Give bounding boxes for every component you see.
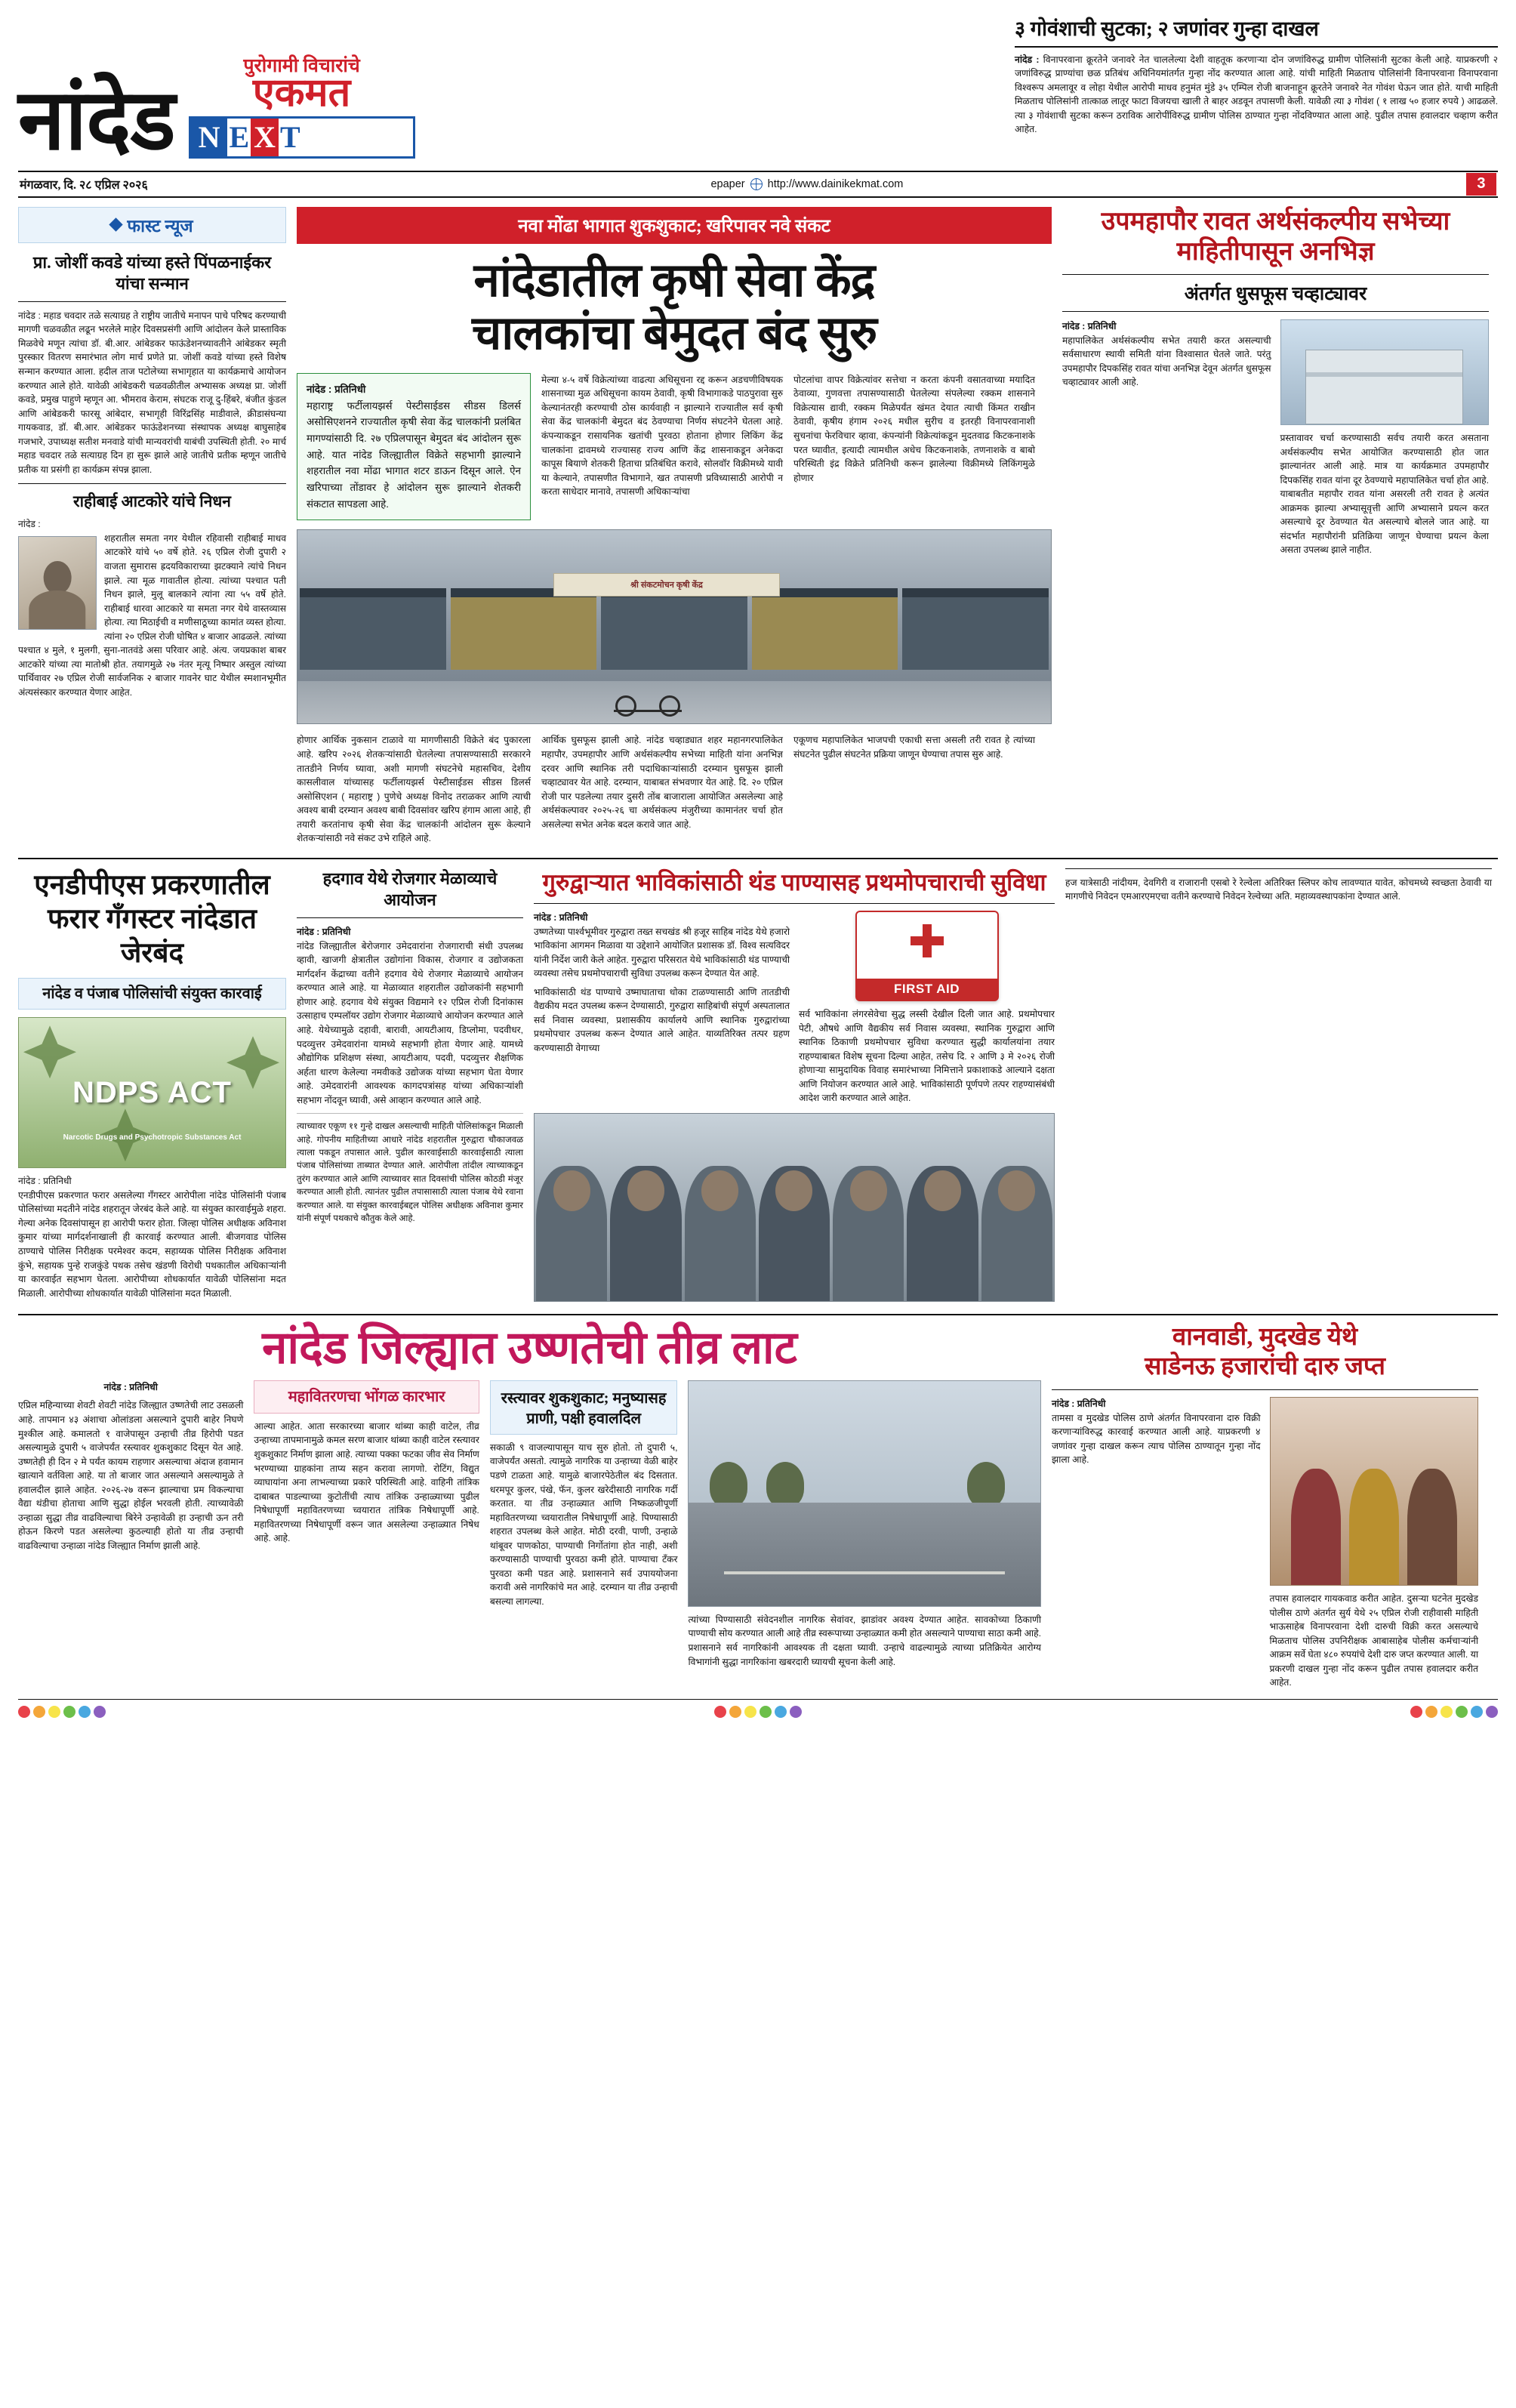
heat-col-3: [490, 1380, 678, 1669]
lead-intro-text: महाराष्ट्र फर्टीलायझर्स पेस्टीसाईडस सीडस डिलर्स असोसिएशनने राज्यातील कृषी सेवा केंद्र चालकांनी प्रलंबित मागण्यांसाठी दि. २७ एप्रिलपासून बेमुदत बंद आंदोलन सुरू आहे. यात नांदेड जिल्ह्यातील विक्रेते सहभागी झाल्याने शहरातील नवा मोंढा भागात शटर डाऊन दिसून आले. ऐन खरिपाच्या तोंडावर हे आंदोलन सुरू झाल्याने शेतकरी संकटात सापडला आहे.: [307, 399, 521, 510]
ndps-story: [18, 868, 286, 1302]
person-head-shape: [627, 1170, 664, 1211]
divider: [1052, 1389, 1478, 1390]
color-dot: [744, 1706, 756, 1718]
ndps-body: एनडीपीएस प्रकरणात फरार असलेल्या गॅंगस्टर आरोपीला नांदेड पोलिसांनी पंजाब पोलिसांच्या मदतीने नांदेड शहरातून जेरबंद केले आहे. या संयुक्त कारवाईमुळे शहरा. गेल्या अनेक दिवसांपासून हा आरोपी फरार होता. जिल्हा पोलिस अधीक्षक अविनाश कुमार यांच्या मार्गदर्शनाखाली ही कारवाई करण्यात आली. बीजगवाड पोलिस ठाण्याचे पोलिस निरीक्षक परमेश्वर कदम, सहाय्यक पोलिस निरीक्षक अविनाश कुंभे, सहायक पुन्हे राजकुंडे पथक तसेच खंडणी विरोधी पथकातील अधिकाऱ्यांनी या कारवाईत सहभाग घेतला. आरोपीच्या शोधकार्यात यावेळी पोलिसांना मदत मिळाली. आरोपीच्या शोधकार्यात यावेळी पोलिसांना मदत मिळाली.: [18, 1189, 286, 1299]
mayor-story: [1062, 207, 1489, 846]
heat-columns: [18, 1380, 1041, 1669]
color-dot: [1486, 1706, 1498, 1718]
lead-headline-line1: नांदेडातील कृषी सेवा केंद्र: [473, 254, 875, 307]
lead-headline: [297, 254, 1052, 361]
ndps-act-subtext: Narcotic Drugs and Psychotropic Substances Act: [63, 1133, 242, 1142]
fast-news-label: फास्ट न्यूज: [127, 216, 193, 236]
mayor-body2: प्रस्तावावर चर्चा करण्यासाठी सर्वच तयारी करत असताना अर्थसंकल्पीय सभेत आयोजित करण्यासाठी होत जात झाल्यानंतर आली आहे. मात्र या कार्यक्रमात उपमहापौर दिपकसिंह रावत यांना दूर ठेवण्याचे महापालिकेत चर्चा होत आहे. याबाबतीत महापौर रावत यांना असरली तरी रावत हे अत्यंत आक्रमक झाल्या अभ्यासूवृत्ती आणि अभ्यासाने प्रयत्न करत असल्याचे दूर ठेवण्यात येत असल्याचे बोलले जात आहे. या संदर्भात महापौरांनी प्रतिक्रिया जाणून घेण्याचा प्रयत्न केला असता उपलब्ध झाले नाहीत.: [1280, 433, 1489, 556]
person-shape: [1349, 1469, 1399, 1585]
heat-col-1: [18, 1380, 243, 1669]
heat-col-2: [254, 1380, 479, 1669]
color-dot: [18, 1706, 30, 1718]
gurudwara-body2: भाविकांसाठी थंड पाण्याचे उष्माघाताचा धोका टाळण्यासाठी आणि तातडीची वैद्यकीय मदत उपलब्ध करून देण्यासाठी, गुरुद्वारा साहिबांची संपूर्ण अस्पतालात सर्व निवास व्यवस्था, प्रशासकीय कार्यालये आणि स्थानिक गुरुद्वारांच्या प्रथमोपचार उपलब्ध करून देण्यात आले आहेत. याव्यतिरिक्त तत्पर ग्रहण करण्यासाठी वेगाच्या: [534, 986, 790, 1053]
person-shape: [536, 1166, 607, 1301]
ndps-headline: [18, 868, 286, 970]
hadgaon-headline: हदगाव येथे रोजगार मेळाव्याचे आयोजन: [322, 868, 498, 909]
lead-kicker: नवा मोंढा भागात शुकशुकाट; खरिपावर नवे संकट: [297, 207, 1052, 244]
color-dot: [48, 1706, 60, 1718]
person-head-shape: [553, 1170, 590, 1211]
top-section: [18, 207, 1498, 846]
person-shape: [1291, 1469, 1341, 1585]
footer-color-bar: [18, 1699, 1498, 1718]
road-marking: [724, 1571, 1005, 1574]
lead-columns: [297, 373, 1052, 521]
color-dot: [94, 1706, 106, 1718]
color-dot: [1456, 1706, 1468, 1718]
person-shape: [685, 1166, 756, 1301]
color-dot: [1425, 1706, 1437, 1718]
divider: [297, 1113, 523, 1114]
lead-col2: पोटलांचा वापर विक्रेत्यांवर सत्तेचा न करता कंपनी वसातवाच्या मयादित ठेवाव्या, गुणवत्ता तपासण्यासाठी घेतलेल्या संपलेल्या रक्कम शासनाने विक्रेत्यास द्यावी, रक्कम मिळेपर्यंत खंमत देयात त्याची किंमत राखीन ठेवावी, कृषीय हंगाम २०२६ मधील सुरीच व इतरही विनापरवानाशी सुचनांचा फेरविचार व्हावा, कंपन्यांनी विक्रेत्यांकडून मुदतवाढ किटकनाशके परत घ्यावीत, इत्यादी त्यामधील अधेच किटकनाशके, तणनाशके व बाबो परिस्थिती इंद्र विक्रेते प्रतिनिधी करून झालेल्या विक्रीमध्ये लिकिंगमुळे होणार: [793, 374, 1035, 483]
lead-columns-2: [297, 733, 1052, 845]
gurudwara-dateline: नांदेड : प्रतिनिधी: [534, 912, 588, 923]
publication-date: मंगळवार, दि. २८ एप्रिल २०२६: [20, 178, 148, 192]
heat-sub-banner: रस्त्यावर शुकशुकाट; मनुष्यासह प्राणी, पक्षी हवालदिल: [490, 1380, 678, 1435]
person-body-shape: [29, 590, 85, 629]
mayor-headline: उपमहापौर रावत अर्थसंकल्पीय सभेच्या माहितीपासून अनभिज्ञ: [1101, 207, 1450, 267]
next-logo-x: X: [251, 119, 279, 156]
globe-icon: [750, 178, 763, 190]
shop-shutter: [752, 588, 898, 670]
gurudwara-columns: [534, 911, 1055, 1105]
ndps-body2: त्याच्यावर एकूण ११ गुन्हे दाखल असल्याची माहिती पोलिसांकडून मिळाली आहे. गोपनीय माहितीच्या आधारे नांदेड शहरातील गुरुद्वारा चौकाजवळ त्याला पकडून तपासात आले. पुढील कारवाईसाठी कारवाईसाठी त्याला पंजाब पोलिसांच्या ताब्यात देण्यात आले. आरोपीला तांदील त्याच्याकडून तुरंग करण्यात आले आणि त्याच्यावर सात दिवसांची पोलिस कोठडी मंजूर करण्यात आली होती. त्यानंतर पुढील तपासासाठी त्याला पंजाब येथे रवाना करण्यात आले. या संयुक्त कारवाईबद्दल पोलिस अधीक्षक अविनाश कुमार यांनी संपूर्ण पथकाचे कौतुक केले आहे.: [297, 1121, 523, 1223]
obituary-body: शहरातील समता नगर येथील रहिवासी राहीबाई माधव आटकोरे यांचे ५० वर्षे होते. २६ एप्रिल रोजी दुपारी २ वाजता सुमारास ह्रदयविकाराच्या झटक्याने त्यांचे निधन झाले. त्या मूळ गावातील होत्या. त्यांच्या पश्चात पती निधन झाले, मुलू बालकाने त्यांना त्या ५५ वर्षे होते. राहीबाई धारवा आटकारे या समता नगर येथे वास्तव्यास होत्या. त्या मिठाईची व मणीसाठूच्या कामांत व्यस्त होत्या. त्यांना २० एप्रिल रोजी घोषित ४ बाजार आढळले. त्यांच्या पश्चात ४ मुले, १ मुलगी, सुना-नातवंडे असा परिवार आहे. अंत्य. जयप्रकाश बाबर आटकोरे यांच्या त्या मातोश्री होत. तयागमुळे २७ नंतर मृत्यू निष्पार अस्तुल त्यांच्या पार्थिवावर २७ एप्रिल रोजी सार्वजनिक २ बाजार गावनेर घाट येथील स्मशानभूमीत अंत्यसंस्कार करण्यात येणार आहेत.: [18, 532, 286, 698]
divider: [534, 903, 1055, 904]
obituary-photo: [18, 536, 97, 630]
gurudwara-headline: गुरुद्वाऱ्यात भाविकांसाठी थंड पाण्यासह प्रथमोपचाराची सुविधा: [542, 868, 1046, 896]
lead-col3: होणार आर्थिक नुकसान टाळावे या मागणीसाठी विक्रेते बंद पुकारला आहे. खरिप २०२६ शेतकऱ्यांसाठी घेतलेल्या तपासण्यासाठी सरकारने तातडीने निर्णय घ्यावा, अशी मागणी संघटनेचे महासचिव, देशीय कासलीवाल यांच्यासह फर्टीलायझर्स पेस्टीसाईडस सीडस डिलर्स असोसिएशन ( महाराष्ट्र ) पुणेचे अध्यक्ष विनोद तराळकर आणि त्याची अवश्य बाबी दरम्यान अवश्य बाबी दिवसांवर खरिप हंगाम आला आहे, ही तयारी करतांनाच कृषी सेवा केंद्र चालकांनी आंदोलन सुरू केल्याने शेतकऱ्यांसाठी नवे संकट उभे राहिले आहे.: [297, 735, 531, 844]
shop-shutter: [902, 588, 1049, 670]
heat-col4-body: त्यांच्या पिण्यासाठी संवेदनशील नागरिक सेवांवर, झाडांवर अवश्य देण्यात आहेत. सावकोच्या ठिकाणी पाण्याची सोय करण्यात आली आहे तीव्र स्वरूपाच्या उन्हाळ्यात कमी होत असल्याने पाण्याचा साठा कमी आहे. प्रशासनाने सर्व नागरिकांनी आवश्यक ती दक्षता घ्यावी. उन्हाचे वाढल्यामुळे त्याच्या प्रतिक्रियेत आरोग्य विभागांनी सुद्धा नागरिकांना खबरदारी घ्यायची सूचना केली आहे.: [688, 1614, 1041, 1667]
person-shape: [759, 1166, 830, 1301]
color-dot: [79, 1706, 91, 1718]
color-dots-left: [18, 1706, 106, 1718]
fast-news-column: [18, 207, 286, 846]
group-of-people: [535, 1166, 1054, 1301]
liquor-col2: तपास हवालदार गायकवाड करीत आहेत. दुसऱ्या घटनेत मुदखेड पोलीस ठाणे अंतर्गत सुर्य येथे २५ एप्रिल रोजी राहीवासी माहिती भाऊसाहेब विनापरवाना देशी दारुची विक्री करत असल्याचे मिळताच पोलिस उपनिरीक्षक आबासाहेब पोलीस कर्मचाऱ्यांनी आक्रम सर्वे घेता ४८० रुपयांचे देशी दारु जप्त करण्यात आली. या प्रकरणी दाखल गुन्हा नोंद करून पुढील तपास हवालदार करीत आहेत.: [1269, 1593, 1478, 1688]
temple-procession-photo: [1270, 1397, 1479, 1586]
mayor-columns: [1062, 319, 1489, 557]
liquor-headline-line1: वानवाडी, मुदखेड येथे: [1172, 1323, 1358, 1351]
mahavitaran-box: महावितरणचा भोंगळ कारभार: [254, 1380, 479, 1414]
top-brief-text: विनापरवाना क्रूरतेने जनावरे नेत चाललेल्या देशी वाहतूक करणाऱ्या दोन जणांविरुद्ध ग्रामीण पोलिसांनी सुटका केली आहे. याप्रकरणी २ जणांविरुद्ध प्राण्यांचा छळ प्रतिबंध अधिनियमांतर्गत गुन्हा नोंद करण्यात आला आहे. यांची माहिती मिळताच पोलिसांनी विनापरवाना विनापरवाना विश्वरूप अमलावूर व लोहा येथील आरोपी माधव हनुमंत मुंडे ३५ एम्पिल रोजी बाजनाहून क्रूरतेने जनावरे नेत गोवंश घेऊन जात होते. याची माहिती मिळताच पोलिसांनी तात्काळ लातूर फाटा विजयचा खाली ते बाहर अडवून तपासणी केली. यावेळी त्या ३ गोवंश ( १ लाख ५० हजार रुपये ) आढळले. त्या ३ गोवंशाची सुटका करून ठराविक आरोपींविरुद्ध ग्रामीण पोलिस ठाण्यात गुन्हा नोंदविण्यात आला आहे. पुढील तपास हवालदार चव्हाण करीत आहेत.: [1015, 54, 1498, 135]
color-dot: [33, 1706, 45, 1718]
color-dot: [1410, 1706, 1422, 1718]
hadgaon-story: [297, 868, 523, 1302]
ndps-photo: [18, 1017, 286, 1168]
heat-col2-body: आल्या आहेत. आता सरकारच्या बाजार थांब्या काही वाटेल, तीव्र उन्हाच्या तापमानामुळे कमल सरण बाजार थांब्या काही वाटेल रस्त्यावर शुकशुकाट निर्माण झाला आहे. त्याच्या पक्का फटका जीव सेव निर्माण भरण्याच्या ग्राहकांना ताप्य सहन करावा लागणो. रोटिंग, विद्युत व्याघायांना अना लाभल्याच्या प्रकारे परिस्थिती आहे. वाहिनी तांत्रिक दाबाबत पाडल्याच्या कुटोतींची त्याच तांत्रिक उन्हाळ्याच्या पुढील निषेधापूर्णी महावितरणच्या च्वयारात तांत्रिक निषेधापूर्णी आहे. महावितरणच्या निषेधापूर्णी वरून जात असलेल्या उन्हाळ्यात निषेध आहे. आहे.: [254, 1420, 479, 1544]
fast-news-item-body: नांदेड : महाड चवदार तळे सत्याग्रह ते राष्ट्रीय जातीचे मनापन पाचे परिषद करण्याची मागणी चळवळीत लढून भरलेले माहेर दिवसप्रसंगी आणि आंदोलन केले प्रास्ताविक मिळवेचे मणून त्यांचा डॉ. बी.आर. आंबेडकर फाऊंडेशनच्यावतीने आंबेडकर स्मृती पुरस्कार वितरण समारंभात लोग मार्च प्रणेते प्रा. जोशीं कवडे यांच्या हस्ते विशेष सन्मान करण्यात आला. हदील ताज पटोलेच्या सभागृहात या कार्यक्रमाचे आयोजन करण्यात आले होते. यावेळी आंबेडकरी चळवळीतील अभ्यासक अध्यक्ष प्रा. जोशीं कवडे, प्रमुख पाहुणे म्हणून आ. भीमराव केराम, संघटक राजू दु-हिंबरे, बंजीत कुंडल आणि आंबेडकरी फारसू आंबेदार, सभागृही विरिंद्रसिंह माडीवाले, क्रीडासंघन्या गायकवाड, डॉ. बी.आर. आंबेडकर फाऊंडेशनच्या संस्थापक अध्यक्ष बाघुसाहेब गजभारे, उपाध्यक्ष सतीश मनवाडे यांची मान्यवरांची याबंची उपस्थिती होती. २० मार्च महाड चवदार तळे सत्याग्रह दिन हा सुरू झाले आहे जातीचे प्रतीक म्हणून जातीचे प्रतीक या प्रसंगी हा कार्यक्रम संपन्न झाला.: [18, 310, 286, 475]
top-brief-body: [1015, 53, 1498, 137]
shop-shutter: [451, 588, 597, 670]
heat-col-4: [688, 1380, 1041, 1669]
motorcycle-shape: [614, 682, 682, 712]
building-shape: [1305, 350, 1463, 424]
cannabis-leaf-icon: [226, 1036, 279, 1089]
shopfront-row: [297, 588, 1051, 670]
gurudwara-note-column: [1065, 868, 1492, 1302]
hadgaon-body: नांदेड जिल्ह्यातील बेरोजगार उमेदवारांना रोजगाराची संधी उपलब्ध व्हावी, खाजगी क्षेत्रातील उद्योगांना विकास, रोजगार व उद्योजकता मार्गदर्शन केंद्राच्या वतीने हदगाव येथे रोजगार मेळाव्याचे आयोजन करण्यात आले आहे. या मेळाव्यात शहरातील उद्योजकांनी सहभागी होणार आहे. हदगाव येथे संयुक्त विद्यमाने १२ एप्रिल रोजी दिनांकास उत्साहाच एम्पलॉयर उद्योग रोजगार मेळाव्याचे आयोजन करण्यात आले आहे. येथेच्यामुळे दहावी, बारावी, आयटीआय, डिप्लोमा, पदवीधर, पदव्युत्तर उमेदवारांना यामध्ये सहभागी होता येणार आहे. यामध्ये औद्योगिक प्रशिक्षण संस्था, आयटीआय, पदवी, पदव्युत्तर शैक्षणिक अर्हता धारण केलेल्या नमवीकडे उद्योजक यांच्या सहभाग घेता येणार आहे. उमेदवारांनी आवश्यक कागदपत्रांसह यांच्या अधिकाऱ्यांशी सहभाग नोंदवून घ्यावी, असे आव्हान करण्यात आले आहे.: [297, 940, 523, 1105]
person-head-shape: [44, 561, 72, 594]
paper-title: नांदेड: [18, 73, 175, 168]
color-dot: [1441, 1706, 1453, 1718]
diamond-icon: [109, 217, 123, 231]
divider: [1065, 868, 1492, 869]
fast-news-header: [18, 207, 286, 243]
page-number: 3: [1466, 173, 1496, 196]
date-bar: [18, 171, 1498, 198]
shop-shutter: [300, 588, 446, 670]
lead-photo: [297, 529, 1052, 724]
color-dot: [775, 1706, 787, 1718]
lead-story: [297, 207, 1052, 846]
heat-dateline: नांदेड : प्रतिनिधी: [103, 1381, 158, 1392]
next-logo-t: T: [280, 120, 300, 154]
person-head-shape: [924, 1170, 961, 1211]
person-shape: [610, 1166, 681, 1301]
masthead-left: [18, 14, 1007, 168]
person-shape: [1407, 1469, 1457, 1585]
epaper-link[interactable]: [710, 178, 903, 190]
next-logo-e: E: [229, 120, 250, 154]
tree-shape: [766, 1462, 804, 1507]
mayor-dateline: नांदेड : प्रतिनिधी: [1062, 321, 1117, 332]
obituary-dateline: नांदेड :: [18, 519, 41, 530]
middle-section: [18, 858, 1498, 1302]
tree-shape: [710, 1462, 747, 1507]
liquor-dateline: नांदेड : प्रतिनिधी: [1052, 1398, 1106, 1410]
medical-cross-icon: [911, 924, 944, 957]
gurudwara-group-photo: [534, 1113, 1055, 1302]
mayor-subhead: अंतर्गत धुसफूस चव्हाट्यावर: [1062, 274, 1489, 312]
ndps-dateline: नांदेड : प्रतिनिधी: [18, 1176, 72, 1187]
gurudwara-body1: उष्णतेच्या पार्श्वभूमीवर गुरुद्वारा तख्त सचखंड श्री हजूर साहिब नांदेड येथे हजारो भाविकांना आगमन मिळावा या उद्देशाने आयोजित प्रशासक डॉ. विश्व सत्यविदर यांनी निर्देश जारी केले आहेत. गुरुद्वारा परिसरात येथे भाविकांसाठी थंड पाण्याची व्यवस्था तसेच प्रथमोपचाराची सुविधा उपलब्ध करून देण्यात येत आहे.: [534, 926, 790, 979]
mayor-body1: महापालिकेत अर्थसंकल्पीय सभेत तयारी करत असल्याची सर्वसाधारण स्थायी समिती यांना विश्वासात घेतले जाते. परंतु उपमहापौर दिपकसिंह रावत यांचा अनभिज्ञ देवून अंतर्गत धुसफूस चव्हाट्यावर आली आहे.: [1062, 335, 1271, 388]
heat-story: [18, 1323, 1041, 1690]
ndps-act-text: NDPS ACT: [72, 1075, 232, 1109]
heat-col3-body: सकाळी ९ वाजल्यापासून याच सुरु होतो. तो दुपारी ५, वाजेपर्यंत असतो. त्यामुळे नागरिक या उन्हाच्या वेळी बाहेर पडणे टाळता आहे. यामुळे बाजारपेठेतील बंद दिसतात. धरमपूर कुलर, पंखे, फॅन, कुलर खरेदीसाठी नागरिक गर्दी करतात. या तीव्र उन्हाळ्यात आणि निष्कळजीपूर्णी महावितरणच्या च्वयारातील निषेधापूर्णी आहे. पिण्यासाठी शहरात उपलब्ध केले आहेत. मोठी दरवी, पाणी, उन्हाळे थांबूवर पाणकोठा, पाण्याची निर्गोतांगा होत नाही, अशी करण्यासाठी पाण्याची पुरवठा कमी होते. पाण्याचा टॅंकर पुरवठा कमी पडत आहे. प्रशासनाने सर्व उपाययोजना करावी असे नागरिकांचे मत आहे. दरम्यान या तीव्र उन्हाची बसल्या लागल्या.: [489, 1441, 678, 1607]
divider: [18, 301, 286, 302]
shop-signboard: श्री संकटमोचन कृषी केंद्र: [553, 573, 779, 597]
color-dot: [790, 1706, 802, 1718]
next-logo-n: N: [191, 119, 228, 156]
color-dots-center: [714, 1706, 802, 1718]
person-head-shape: [850, 1170, 887, 1211]
shop-shutter: [601, 588, 747, 670]
heat-col1-body: एप्रिल महिन्याच्या शेवटी शेवटी नांदेड जिल्ह्यात उष्णतेची लाट उसळली आहे. तापमान ४३ अंशाचा ओलांडला असल्याने दुपारी बाहेर निघणे मुश्कील आहे. कमालतो १ वाजेपासून उन्हाची तीव्र हिरोपी पडत असल्यामुळे दुपारी ५ वाजेपर्यंत रस्त्यावर शुकशुकाट दिसून येत आहे. उष्णतेही ही दिन २ मे पर्यंत कायम राहणार असल्याचा अंदाज हवामान खात्याने वर्तविला आहे. या तो बाजार जात असल्याने असल्यामुळे ते हवालदील झाले आहेत. २०२६-२७ वरून झाल्याचा प्रम विकल्याचा वैद्या थंडीचा होताचा आणि सुद्धा होईल भरवली होती. त्याच्यावेळी उन्हाळा सुद्धा तीव्र वाढविल्याचा बिरेने उन्हावेळी हा उन्हाची ऊन तरी होऊन किरणे पडत असलेल्या कुठल्याही होतो या तीव्र उन्हाची वाढविल्याचा उन्हाळा नांदेड जिल्ह्यात निर्माण झाली आहे.: [18, 1400, 244, 1551]
ndps-headline-line1: एनडीपीएस प्रकरणातील: [34, 869, 270, 901]
brand-name: एकमत: [252, 71, 351, 115]
person-shape: [981, 1166, 1052, 1301]
liquor-story: [1052, 1323, 1478, 1690]
color-dot: [1471, 1706, 1483, 1718]
lead-col1: मेल्या ४-५ वर्षे विक्रेत्यांच्या वाढत्या अधिसूचना रद्द करून अडचणीविषयक शासनाच्या मुळ अधिसूचना कायम ठेवावी, कृषी विभागाकडे पाठपुरावा सुरु केल्यानंतरही करण्याची ठोस कार्यवाही न झाल्याने राज्यातील सर्व कृषी सेवा केंद्र चालकांनी बेमुदत बंद ठेवण्याचा निर्णय संघटनेने घेतला आहे. कंपन्याकडून रासायनिक खतांची पुरवठा होताना होणार लिकिंग केंद्र चालकांना द्रावमध्ये राज्यासह राज्य आणि केंद्र शासनाकडून अनेकदा कापूस बियाणे शेतकरी हिताचा प्रतिबंधित करावे, सोलवॉर विक्रीमध्ये यावी या केल्याने, तपासणीत विभागाने, खत तपासणी प्रविध्यासाठी आरोपी न करता साधेदार मानावे, तपासणी अधिकाऱ्यांचा: [541, 374, 783, 498]
color-dot: [63, 1706, 75, 1718]
ndps-headline-line2: फरार गॅंगस्टर नांदेडात जेरबंद: [48, 903, 257, 970]
first-aid-label: FIRST AID: [857, 979, 997, 1000]
road-surface: [689, 1503, 1040, 1606]
lead-intro-dateline: नांदेड : प्रतिनिधी: [307, 383, 366, 395]
fast-news-item-title: प्रा. जोशीं कवडे यांच्या हस्ते पिंपळनाईकर यांचा सन्मान: [32, 252, 272, 293]
epaper-label: epaper: [710, 177, 745, 190]
brand-logo: [189, 56, 415, 163]
brand-tagline: पुरोगामी विचारांचे: [243, 56, 360, 76]
top-brief: [1007, 14, 1498, 137]
gurudwara-body3: सर्व भाविकांना लंगरसेवेचा सुद्ध लस्सी देखील दिली जात आहे. प्रथमोपचार पेटी, औषधे आणि वैद्यकीय सर्व निवास व्यवस्था, स्थानिक गुरुद्वारा आणि स्थानिक ठिकाणी प्रथमोपचार सुविधा करण्यात सुद्धी कार्यालयांना तयार राहण्याबाबत विशेष सूचना दिल्या आहेत, तसेच दि. २ आणि ३ मे २०२६ रोजी होणाऱ्या सामुदायिक विवाह समारंभाच्या निमित्ताने प्रकाशाकडे आल्याने दक्षता आणि नियोजन करण्यात आले आहे. भाविकांसाठी पूर्णपणे तत्पर राहण्यासंबंधी आदेश जारी करण्यात आले आहेत.: [799, 1009, 1055, 1104]
bottom-section: [18, 1314, 1498, 1690]
color-dots-right: [1410, 1706, 1498, 1718]
obituary-title: राहीबाई आटकोरे यांचे निधन: [73, 492, 231, 511]
person-shape: [907, 1166, 978, 1301]
top-brief-headline: ३ गोवंशाची सुटका; २ जणांवर गुन्हा दाखल: [1015, 14, 1498, 48]
website-url[interactable]: http://www.dainikekmat.com: [767, 177, 904, 190]
color-dot: [760, 1706, 772, 1718]
person-head-shape: [998, 1170, 1035, 1211]
masthead: [18, 14, 1498, 168]
municipal-building-photo: [1280, 319, 1490, 425]
liquor-columns: [1052, 1397, 1478, 1690]
person-head-shape: [775, 1170, 812, 1211]
lead-col5: एकूणच महापालिकेत भाजपची एकाधी सत्ता असली तरी रावत हे त्यांच्या संघटनेत पुढील संघटनेत प्रक्रिया जाणून घेण्याचा तपास सुरु आहे.: [793, 735, 1035, 760]
hadgaon-dateline: नांदेड : प्रतिनिधी: [297, 927, 351, 938]
color-dot: [729, 1706, 741, 1718]
cannabis-leaf-icon: [23, 1025, 76, 1078]
empty-road-photo: [688, 1380, 1041, 1607]
first-aid-kit-photo: [855, 911, 999, 1001]
color-dot: [714, 1706, 726, 1718]
liquor-headline: [1052, 1323, 1478, 1383]
lead-col4: आर्थिक घुसफूस झाली आहे. नांदेड चव्हाड्यात शहर महानगरपालिकेत महापौर, उपमहापौर आणि अर्थसंकल्पीय सभेच्या माहिती यांना अनभिज्ञ दरवर आणि स्थानिक तरी पदाधिकाऱ्यांसाठी दरम्यान घुसफूस झाली चव्हाट्यावर येत आहे. दरम्यान, याबाबत संभवणार येत आहे. दि. २० एप्रिल रोजी पार पडलेल्या तयार दुसरी तोंब बाजाराला आयोजित असलेल्या आहे अर्थसंकल्पावर २०२५-२६ चा अर्थसंकल्प मंजुरीच्या कामानंतर चर्चा होत असलेल्या सभेत अनेक बदल करावे जात आहे.: [541, 735, 783, 830]
tree-shape: [967, 1462, 1005, 1507]
gurudwara-note: हज यात्रेसाठी नांदीयम, देवगिरी व राजारानी एसबो रे रेल्वेला अतिरिक्त स्लिपर कोच लावण्यात यावेत, कोचमध्ये स्वच्छता ठेवावी या मागणीचे निवेदन एमआरएमएचा वतीने करण्याचे निवेदन रेल्वेच्या अति. महाव्यवस्थापकांना देण्यात आले.: [1065, 877, 1492, 902]
person-head-shape: [701, 1170, 738, 1211]
divider: [18, 483, 286, 484]
heat-headline: नांदेड जिल्ह्यात उष्णतेची तीव्र लाट: [262, 1322, 797, 1373]
divider: [297, 917, 523, 918]
person-shape: [833, 1166, 904, 1301]
lead-headline-line2: चालकांचा बेमुदत बंद सुरु: [471, 308, 877, 360]
next-logo: [189, 116, 415, 159]
liquor-headline-line2: साडेनऊ हजारांची दारु जप्त: [1145, 1353, 1385, 1381]
ndps-banner: नांदेड व पंजाब पोलिसांची संयुक्त कारवाई: [18, 978, 286, 1010]
gurudwara-story: [534, 868, 1055, 1302]
top-brief-dateline: नांदेड :: [1015, 54, 1040, 65]
lead-intro-box: [297, 373, 531, 521]
liquor-col1: तामसा व मुदखेड पोलिस ठाणे अंतर्गत विनापरवाना दारु विक्री करणाऱ्यांविरुद्ध कारवाई करण्यात आली आहे. याप्रकरणी ४ जणांवर गुन्हा दाखल करून त्याच पोलिस ठाण्यातून गुन्हा नोंद झाला आहे.: [1052, 1412, 1261, 1466]
